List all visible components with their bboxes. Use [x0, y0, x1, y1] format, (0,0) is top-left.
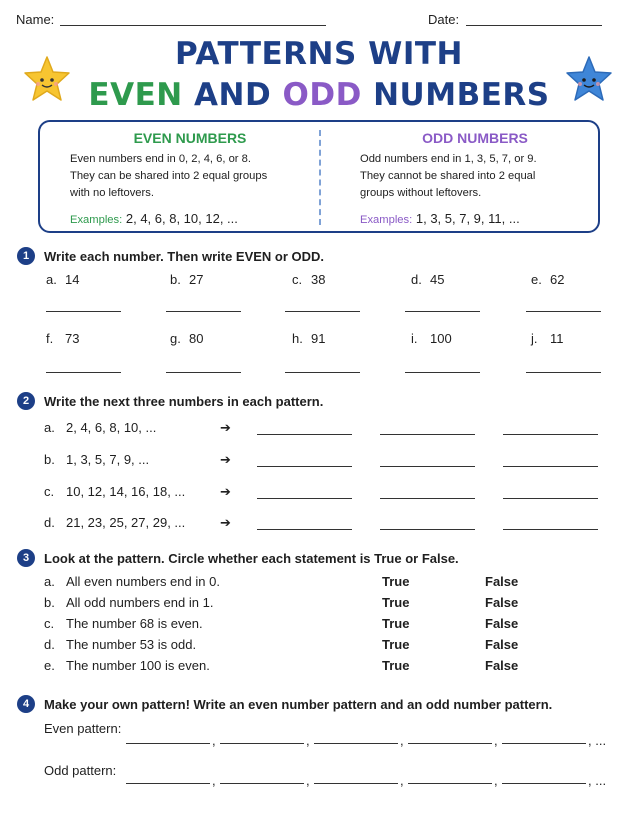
q2-pattern: a. 2, 4, 6, 8, 10, ...: [44, 420, 157, 435]
odd-text-2: They cannot be shared into 2 equal: [360, 170, 536, 182]
true-option[interactable]: True: [382, 637, 410, 652]
false-option[interactable]: False: [485, 616, 519, 631]
q1-instruction: Write each number. Then write EVEN or ODD.: [44, 248, 325, 264]
q2-number-badge: 2: [17, 392, 35, 410]
q3-statement-row: c. The number 68 is even. True False: [44, 616, 519, 631]
false-option[interactable]: False: [485, 658, 519, 673]
statement-text: The number 68 is even.: [66, 616, 203, 631]
even-text-1: Even numbers end in 0, 2, 4, 6, or 8.: [70, 153, 251, 165]
true-option[interactable]: True: [382, 595, 410, 610]
q2-heading: [17, 392, 323, 410]
odd-examples: [360, 210, 590, 229]
comma: ,: [212, 773, 216, 788]
even-text-3: with no leftovers.: [70, 187, 154, 199]
statement-text: The number 100 is even.: [66, 658, 210, 673]
arrow-icon: ➔: [220, 484, 231, 499]
q3-statement-row: e. The number 100 is even. True False: [44, 658, 519, 673]
q2-answer-blank[interactable]: [503, 529, 598, 530]
info-box: [38, 120, 600, 233]
title-line-2: [0, 77, 638, 113]
comma: ,: [212, 733, 216, 748]
title-line-1: PATTERNS WITH: [175, 36, 463, 72]
date-field[interactable]: [466, 25, 602, 26]
odd-text-3: groups without leftovers.: [360, 187, 482, 199]
title-and: AND: [194, 77, 272, 113]
even-pattern-blank[interactable]: [220, 743, 304, 744]
title-numbers: NUMBERS: [373, 77, 550, 113]
statement-text: All even numbers end in 0.: [66, 574, 220, 589]
title-odd: ODD: [282, 77, 362, 113]
false-option[interactable]: False: [485, 595, 519, 610]
odd-examples-label: Examples:: [360, 214, 413, 226]
q1-item: e. 62: [531, 272, 565, 287]
info-divider: [319, 130, 321, 225]
q2-answer-blank[interactable]: [380, 434, 475, 435]
q3-statement-row: d. The number 53 is odd. True False: [44, 637, 519, 652]
even-text-2: They can be shared into 2 equal groups: [70, 170, 268, 182]
statement-text: The number 53 is odd.: [66, 637, 197, 652]
name-field[interactable]: [60, 25, 326, 26]
odd-text-1: Odd numbers end in 1, 3, 5, 7, or 9.: [360, 153, 537, 165]
odd-pattern-blank[interactable]: [220, 783, 304, 784]
q1-answer-blank[interactable]: [46, 372, 121, 373]
odd-heading: ODD NUMBERS: [422, 130, 528, 146]
q1-answer-blank[interactable]: [405, 311, 480, 312]
false-option[interactable]: False: [485, 574, 519, 589]
even-examples: [70, 210, 310, 229]
q2-answer-blank[interactable]: [503, 466, 598, 467]
even-pattern-blank[interactable]: [502, 743, 586, 744]
odd-pattern-blank[interactable]: [408, 783, 492, 784]
q1-answer-blank[interactable]: [166, 311, 241, 312]
even-pattern-blank[interactable]: [314, 743, 398, 744]
q2-pattern: b. 1, 3, 5, 7, 9, ...: [44, 452, 150, 467]
comma: ,: [494, 733, 498, 748]
even-heading: EVEN NUMBERS: [133, 130, 247, 146]
arrow-icon: ➔: [220, 515, 231, 530]
q1-item: h. 91: [292, 331, 326, 346]
true-option[interactable]: True: [382, 574, 410, 589]
q1-item: f. 73: [46, 331, 80, 346]
odd-pattern-blank[interactable]: [314, 783, 398, 784]
q2-answer-blank[interactable]: [257, 434, 352, 435]
title-even: EVEN: [88, 77, 183, 113]
q1-number-badge: 1: [17, 247, 35, 265]
even-pattern-blank[interactable]: [126, 743, 210, 744]
q1-item: b. 27: [170, 272, 204, 287]
q4-number-badge: 4: [17, 695, 35, 713]
q1-item: i. 100: [411, 331, 452, 346]
name-label: Name:: [16, 12, 55, 27]
even-examples-label: Examples:: [70, 214, 123, 226]
true-option[interactable]: True: [382, 616, 410, 631]
q1-item: a. 14: [46, 272, 80, 287]
q3-heading: [17, 549, 459, 567]
q2-answer-blank[interactable]: [257, 529, 352, 530]
odd-pattern-blank[interactable]: [126, 783, 210, 784]
q2-pattern: c. 10, 12, 14, 16, 18, ...: [44, 484, 186, 499]
q1-item: g. 80: [170, 331, 204, 346]
q3-instruction: Look at the pattern. Circle whether each statement is True or False.: [44, 550, 459, 566]
q3-statement-row: b. All odd numbers end in 1. True False: [44, 595, 519, 610]
pattern-ellipsis: , ...: [588, 733, 607, 748]
even-examples-values: 2, 4, 6, 8, 10, 12, ...: [125, 211, 238, 226]
q1-item: c. 38: [292, 272, 326, 287]
q1-answer-blank[interactable]: [46, 311, 121, 312]
q2-answer-blank[interactable]: [380, 498, 475, 499]
q1-item: j. 11: [531, 331, 564, 346]
odd-pattern-blank[interactable]: [502, 783, 586, 784]
q1-answer-blank[interactable]: [405, 372, 480, 373]
q3-statement-row: a. All even numbers end in 0. True False: [44, 574, 519, 589]
q3-number-badge: 3: [17, 549, 35, 567]
q2-answer-blank[interactable]: [257, 466, 352, 467]
pattern-ellipsis: , ...: [588, 773, 607, 788]
q2-pattern: d. 21, 23, 25, 27, 29, ...: [44, 515, 186, 530]
q4-heading: [17, 695, 552, 713]
odd-examples-values: 1, 3, 5, 7, 9, 11, ...: [415, 211, 520, 226]
even-pattern-label: Even pattern:: [44, 721, 122, 736]
q2-answer-blank[interactable]: [380, 466, 475, 467]
q2-answer-blank[interactable]: [257, 498, 352, 499]
odd-info: [360, 130, 590, 229]
comma: ,: [400, 733, 404, 748]
odd-pattern-label: Odd pattern:: [44, 763, 117, 778]
q2-instruction: Write the next three numbers in each pattern.: [44, 393, 324, 409]
comma: ,: [400, 773, 404, 788]
arrow-icon: ➔: [220, 452, 231, 467]
q4-instruction: Make your own pattern! Write an even number pattern and an odd number pattern.: [44, 696, 553, 712]
q1-heading: [17, 247, 324, 265]
arrow-icon: ➔: [220, 420, 231, 435]
even-info: [70, 130, 310, 229]
even-pattern-blank[interactable]: [408, 743, 492, 744]
q1-item: d. 45: [411, 272, 445, 287]
comma: ,: [494, 773, 498, 788]
q1-answer-blank[interactable]: [166, 372, 241, 373]
q1-answer-blank[interactable]: [526, 372, 601, 373]
q2-answer-blank[interactable]: [503, 434, 598, 435]
true-option[interactable]: True: [382, 658, 410, 673]
date-label: Date:: [428, 12, 460, 27]
q1-answer-blank[interactable]: [526, 311, 601, 312]
comma: ,: [306, 733, 310, 748]
q1-answer-blank[interactable]: [285, 372, 360, 373]
q2-answer-blank[interactable]: [503, 498, 598, 499]
false-option[interactable]: False: [485, 637, 519, 652]
q2-answer-blank[interactable]: [380, 529, 475, 530]
q1-answer-blank[interactable]: [285, 311, 360, 312]
statement-text: All odd numbers end in 1.: [66, 595, 214, 610]
comma: ,: [306, 773, 310, 788]
